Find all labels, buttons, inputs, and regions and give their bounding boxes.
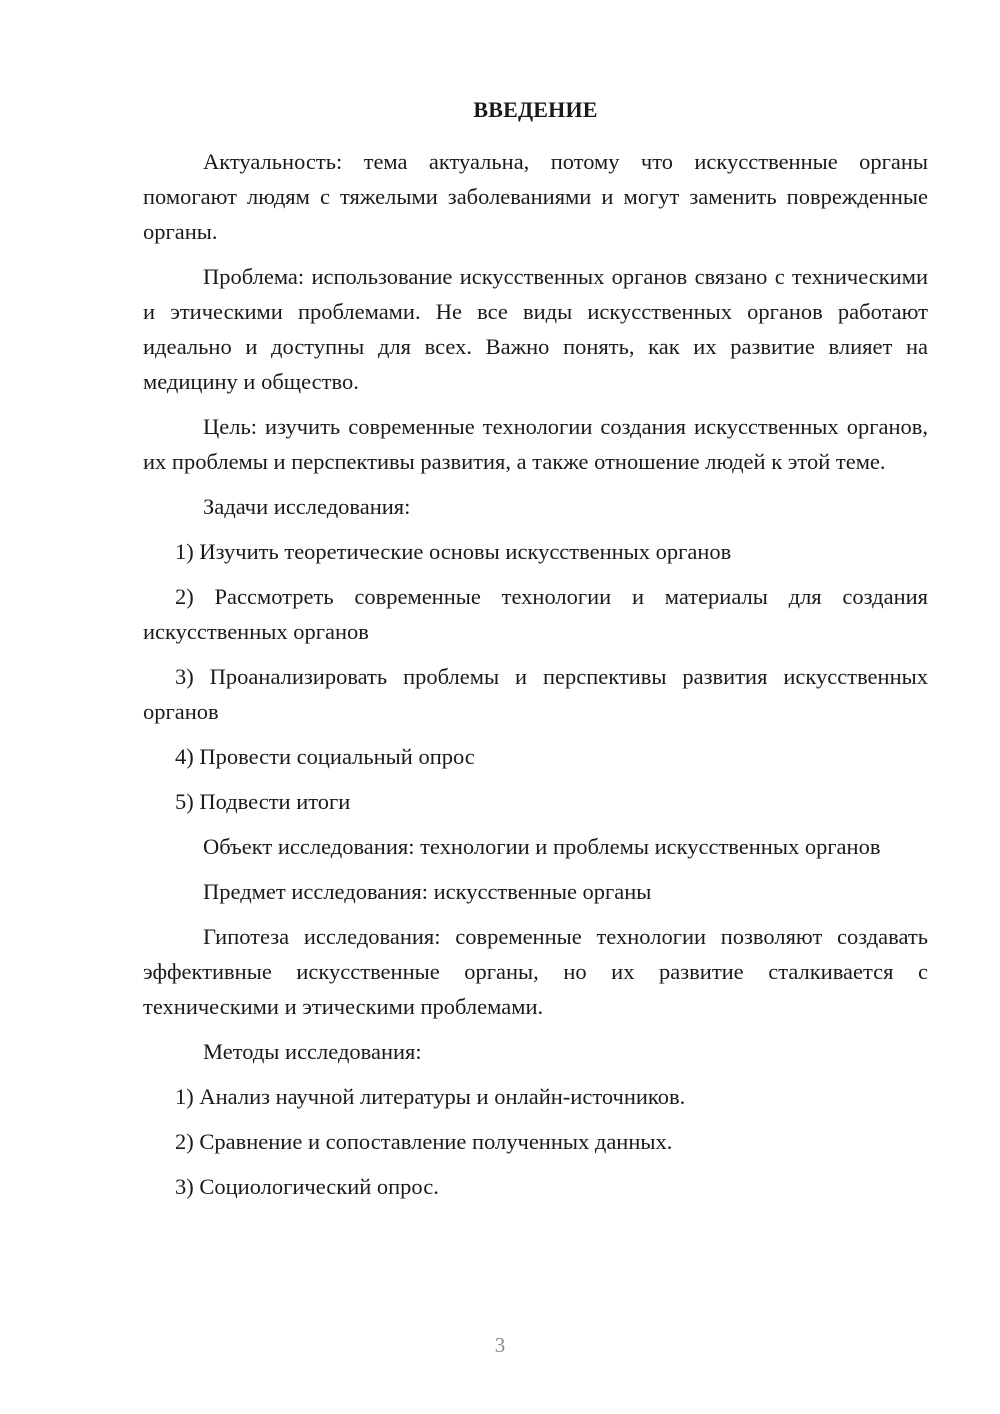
method-item-1: 1) Анализ научной литературы и онлайн-источников. <box>175 1084 686 1109</box>
method-item-2: 2) Сравнение и сопоставление полученных данных. <box>175 1129 673 1154</box>
object-paragraph: Объект исследования: технологии и проблемы искусственных органов <box>203 834 881 859</box>
page-number: 3 <box>494 1333 506 1357</box>
tasks-heading: Задачи исследования: <box>203 494 411 519</box>
method-item-3: 3) Социологический опрос. <box>175 1174 439 1199</box>
subject-paragraph: Предмет исследования: искусственные органы <box>203 879 652 904</box>
page-content <box>143 92 928 1214</box>
relevance-paragraph: Актуальность: тема актуальна, потому что искусственные органы помогают людям с тяжелыми заболеваниями и могут заменить поврежденные органы. <box>143 149 928 244</box>
task-item-3: 3) Проанализировать проблемы и перспективы развития искусственных органов <box>143 664 928 724</box>
task-item-5: 5) Подвести итоги <box>175 789 351 814</box>
task-item-2: 2) Рассмотреть современные технологии и материалы для создания искусственных органов <box>143 584 928 644</box>
problem-paragraph: Проблема: использование искусственных органов связано с техническими и этическими проблемами. Не все виды искусственных органов работают идеально и доступны для всех. Важно понять, как их развитие влияет на медицину и общество. <box>143 264 928 394</box>
hypothesis-paragraph: Гипотеза исследования: современные технологии позволяют создавать эффективные искусственные органы, но их развитие сталкивается с техническими и этическими проблемами. <box>143 924 928 1019</box>
page-title: ВВЕДЕНИЕ <box>473 97 598 122</box>
methods-heading: Методы исследования: <box>203 1039 422 1064</box>
task-item-1: 1) Изучить теоретические основы искусственных органов <box>175 539 732 564</box>
task-item-4: 4) Провести социальный опрос <box>175 744 475 769</box>
goal-paragraph: Цель: изучить современные технологии создания искусственных органов, их проблемы и перспективы развития, а также отношение людей к этой теме. <box>143 414 928 474</box>
